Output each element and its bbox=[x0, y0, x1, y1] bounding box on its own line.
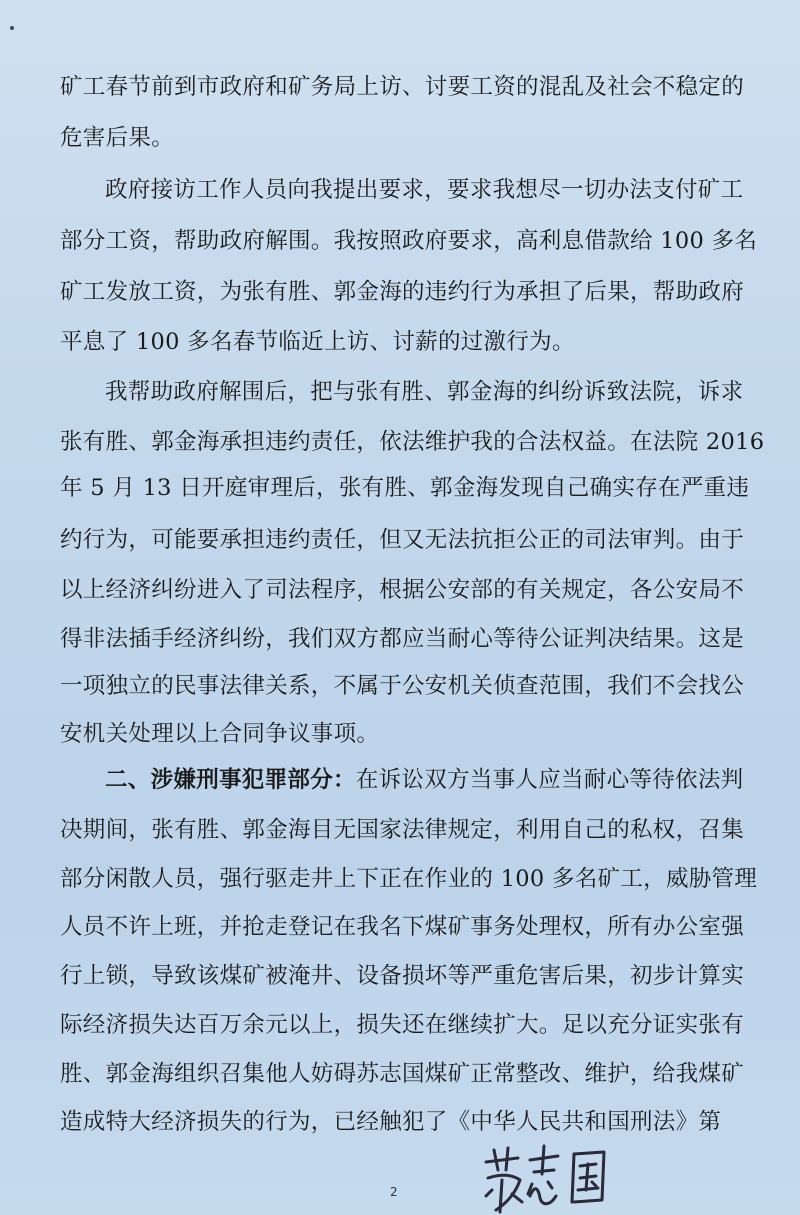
paragraph-start-line: 我帮助政府解围后，把与张有胜、郭金海的纠纷诉致法院，诉求 bbox=[105, 379, 744, 405]
text-line: 约行为，可能要承担违约责任，但又无法抗拒公正的司法审判。由于 bbox=[60, 527, 745, 553]
text-line: 行上锁，导致该煤矿被淹井、设备损坏等严重危害后果，初步计算实 bbox=[60, 963, 745, 989]
text-line: 以上经济纠纷进入了司法程序，根据公安部的有关规定，各公安局不 bbox=[60, 577, 745, 603]
section-text: 在诉讼双方当事人应当耐心等待依法判 bbox=[355, 767, 744, 793]
text-line: 危害后果。 bbox=[60, 125, 175, 151]
text-line: 矿工发放工资，为张有胜、郭金海的违约行为承担了后果，帮助政府 bbox=[60, 279, 745, 305]
text-line: 造成特大经济损失的行为，已经触犯了《中华人民共和国刑法》第 bbox=[60, 1109, 722, 1135]
section-first-line bbox=[105, 765, 745, 795]
paragraph-start-line: 政府接访工作人员向我提出要求，要求我想尽一切办法支付矿工 bbox=[105, 177, 744, 203]
text-line: 人员不许上班，并抢走登记在我名下煤矿事务处理权，所有办公室强 bbox=[60, 914, 745, 940]
handwritten-signature bbox=[478, 1140, 618, 1215]
text-line: 部分工资，帮助政府解围。我按照政府要求，高利息借款给 100 多名 bbox=[60, 228, 758, 254]
page-number: 2 bbox=[390, 1185, 398, 1199]
section-heading: 二、涉嫌刑事犯罪部分： bbox=[105, 767, 356, 793]
text-line: 矿工春节前到市政府和矿务局上访、讨要工资的混乱及社会不稳定的 bbox=[60, 74, 745, 100]
text-line: 际经济损失达百万余元以上，损失还在继续扩大。足以充分证实张有 bbox=[60, 1012, 745, 1038]
text-line: 一项独立的民事法律关系，不属于公安机关侦查范围，我们不会找公 bbox=[60, 673, 745, 699]
text-line: 胜、郭金海组织召集他人妨碍苏志国煤矿正常整改、维护，给我煤矿 bbox=[60, 1061, 745, 1087]
text-line: 年 5 月 13 日开庭审理后，张有胜、郭金海发现自己确实存在严重违 bbox=[60, 475, 750, 501]
text-line: 部分闲散人员，强行驱走井上下正在作业的 100 多名矿工，威胁管理 bbox=[60, 866, 758, 892]
text-line: 平息了 100 多名春节临近上访、讨薪的过激行为。 bbox=[60, 329, 575, 355]
text-line: 得非法插手经济纠纷，我们双方都应当耐心等待公证判决结果。这是 bbox=[60, 626, 745, 652]
text-line: 安机关处理以上合同争议事项。 bbox=[60, 721, 380, 747]
text-line: 决期间，张有胜、郭金海目无国家法律规定，利用自己的私权，召集 bbox=[60, 817, 745, 843]
text-line: 张有胜、郭金海承担违约责任，依法维护我的合法权益。在法院 2016 bbox=[60, 429, 765, 455]
scan-speck bbox=[10, 26, 14, 30]
